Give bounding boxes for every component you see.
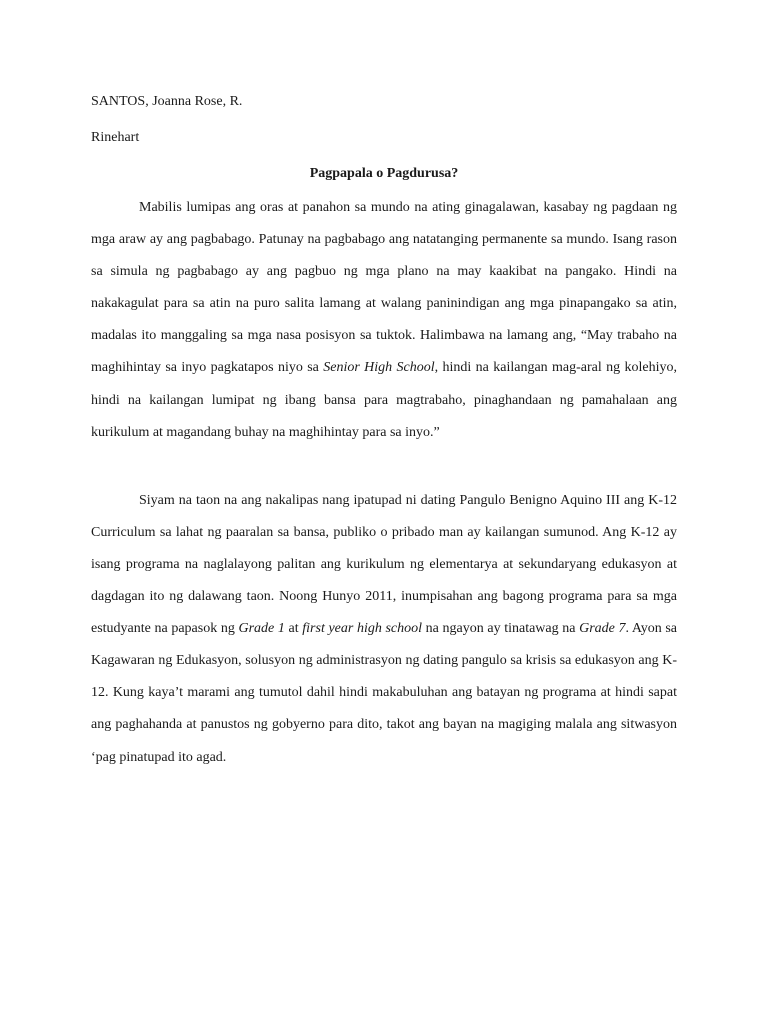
italic-phrase: first year high school [302,621,423,637]
italic-phrase: Senior High School [323,360,435,376]
italic-phrase: Grade 7 [579,621,626,637]
essay-title: Pagpapala o Pagdurusa? [309,166,459,181]
paragraph-1 [91,192,677,449]
text-run: , hindi na kailangan mag-aral ng kolehiyo, hindi na kailangan lumipat ng ibang bansa para magtrabaho, pinaghandaan ng pamahalaan ang kurikulum at magandang buhay na maghihintay para sa inyo.” [91,360,677,440]
paragraph-2 [91,485,677,774]
text-run: . Ayon sa Kagawaran ng Edukasyon, solusyon ng administrasyon ng dating pangulo sa krisis sa edukasyon ang K-12. Kung kaya’t marami ang tumutol dahil hindi makabuluhan ang batayan ng programa at hindi sapat ang paghahanda at panustos ng gobyerno para dito, takot ang bayan na magiging malala ang sitwasyon ‘pag pinatupad ito agad. [91,621,677,765]
document-page [91,92,677,774]
text-run: at [284,621,303,637]
text-run: Siyam na taon na ang nakalipas nang ipatupad ni dating Pangulo Benigno Aquino III ang K-12 Curriculum sa lahat ng paaralan sa bansa, publiko o pribado man ay kailangan sumunod. Ang K-12 ay isang programa na naglalayong palitan ang kurikulum ng elementarya at sekundaryang edukasyon at dagdagan ito ng dalawang taon. Noong Hunyo 2011, inumpisahan ang bagong programa para sa mga estudyante na papasok ng [91,492,677,637]
italic-phrase: Grade 1 [238,621,285,637]
text-run: Mabilis lumipas ang oras at panahon sa mundo na ating ginagalawan, kasabay ng pagdaan ng mga araw ay ang pagbabago. Patunay na pagbabago ang natatanging permanente sa mundo. Isang rason sa simula ng pagbabago ay ang pagbuo ng mga plano na may kaakibat na pangako. Hindi na nakakagulat para sa atin na puro salita lamang at walang paninindigan ang mga pinapangako sa atin, madalas ito manggaling sa mga nasa posisyon sa tuktok. Halimbawa na lamang ang, “May trabaho na maghihintay sa inyo pagkatapos niyo sa [91,200,677,376]
author-name: SANTOS, Joanna Rose, R. [91,94,243,109]
section-name: Rinehart [91,130,140,145]
text-run: na ngayon ay tinatawag na [422,621,580,637]
